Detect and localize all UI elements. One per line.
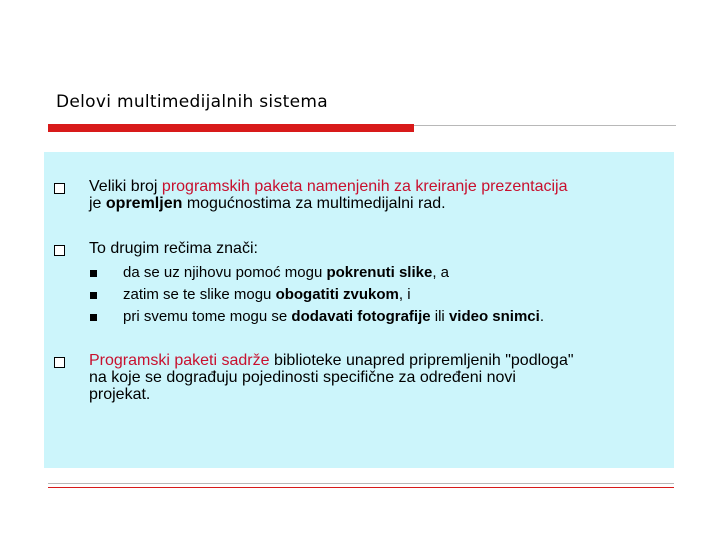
text-run: To drugim rečima znači: [89, 240, 258, 257]
bullet-text [89, 178, 669, 212]
text-run: je [89, 195, 106, 212]
sub-bullet-text [123, 264, 673, 281]
text-run: dodavati fotografije [291, 308, 431, 325]
square-bullet-icon [54, 357, 65, 368]
text-run: opremljen [105, 195, 183, 212]
text-run: , i [398, 286, 411, 303]
slide-title: Delovi multimedijalnih sistema [56, 92, 328, 112]
content-panel [44, 152, 674, 468]
text-run: , a [432, 264, 450, 281]
square-bullet-icon [54, 183, 65, 194]
text-run: pri svemu tome mogu se [123, 308, 292, 325]
sub-bullet-text [123, 308, 673, 325]
text-run: pokrenuti slike [326, 264, 433, 281]
text-run: video snimci [448, 308, 540, 325]
text-run: ili [430, 308, 449, 325]
text-run: zatim se te slike mogu [123, 286, 276, 303]
sub-bullet-text [123, 286, 673, 303]
text-run: . [539, 308, 544, 325]
bullet-text [89, 240, 669, 257]
filled-square-bullet-icon [90, 270, 97, 277]
text-run: projekat. [89, 386, 151, 403]
text-line [89, 386, 669, 403]
text-line [89, 240, 669, 257]
footer-accent-line [48, 487, 674, 488]
text-run: na koje se dograđuju pojedinosti specifične za određeni novi [89, 369, 516, 386]
text-line [89, 195, 669, 212]
text-line [89, 369, 669, 386]
filled-square-bullet-icon [90, 292, 97, 299]
text-run: biblioteke unapred pripremljenih "podloga" [269, 352, 574, 369]
bullet-text [89, 352, 669, 403]
text-line [89, 178, 669, 195]
text-run: mogućnostima za multimedijalni rad. [182, 195, 446, 212]
text-run: Veliki broj [89, 178, 162, 195]
text-line [89, 352, 669, 369]
text-run: da se uz njihovu pomoć mogu [123, 264, 327, 281]
text-run: obogatiti zvukom [275, 286, 399, 303]
footer-divider-line [48, 483, 674, 484]
text-run: Programski paketi sadrže [89, 352, 270, 369]
title-accent-bar [48, 124, 414, 132]
text-run: programskih paketa namenjenih za kreiranje prezentacija [161, 178, 568, 195]
square-bullet-icon [54, 245, 65, 256]
filled-square-bullet-icon [90, 314, 97, 321]
